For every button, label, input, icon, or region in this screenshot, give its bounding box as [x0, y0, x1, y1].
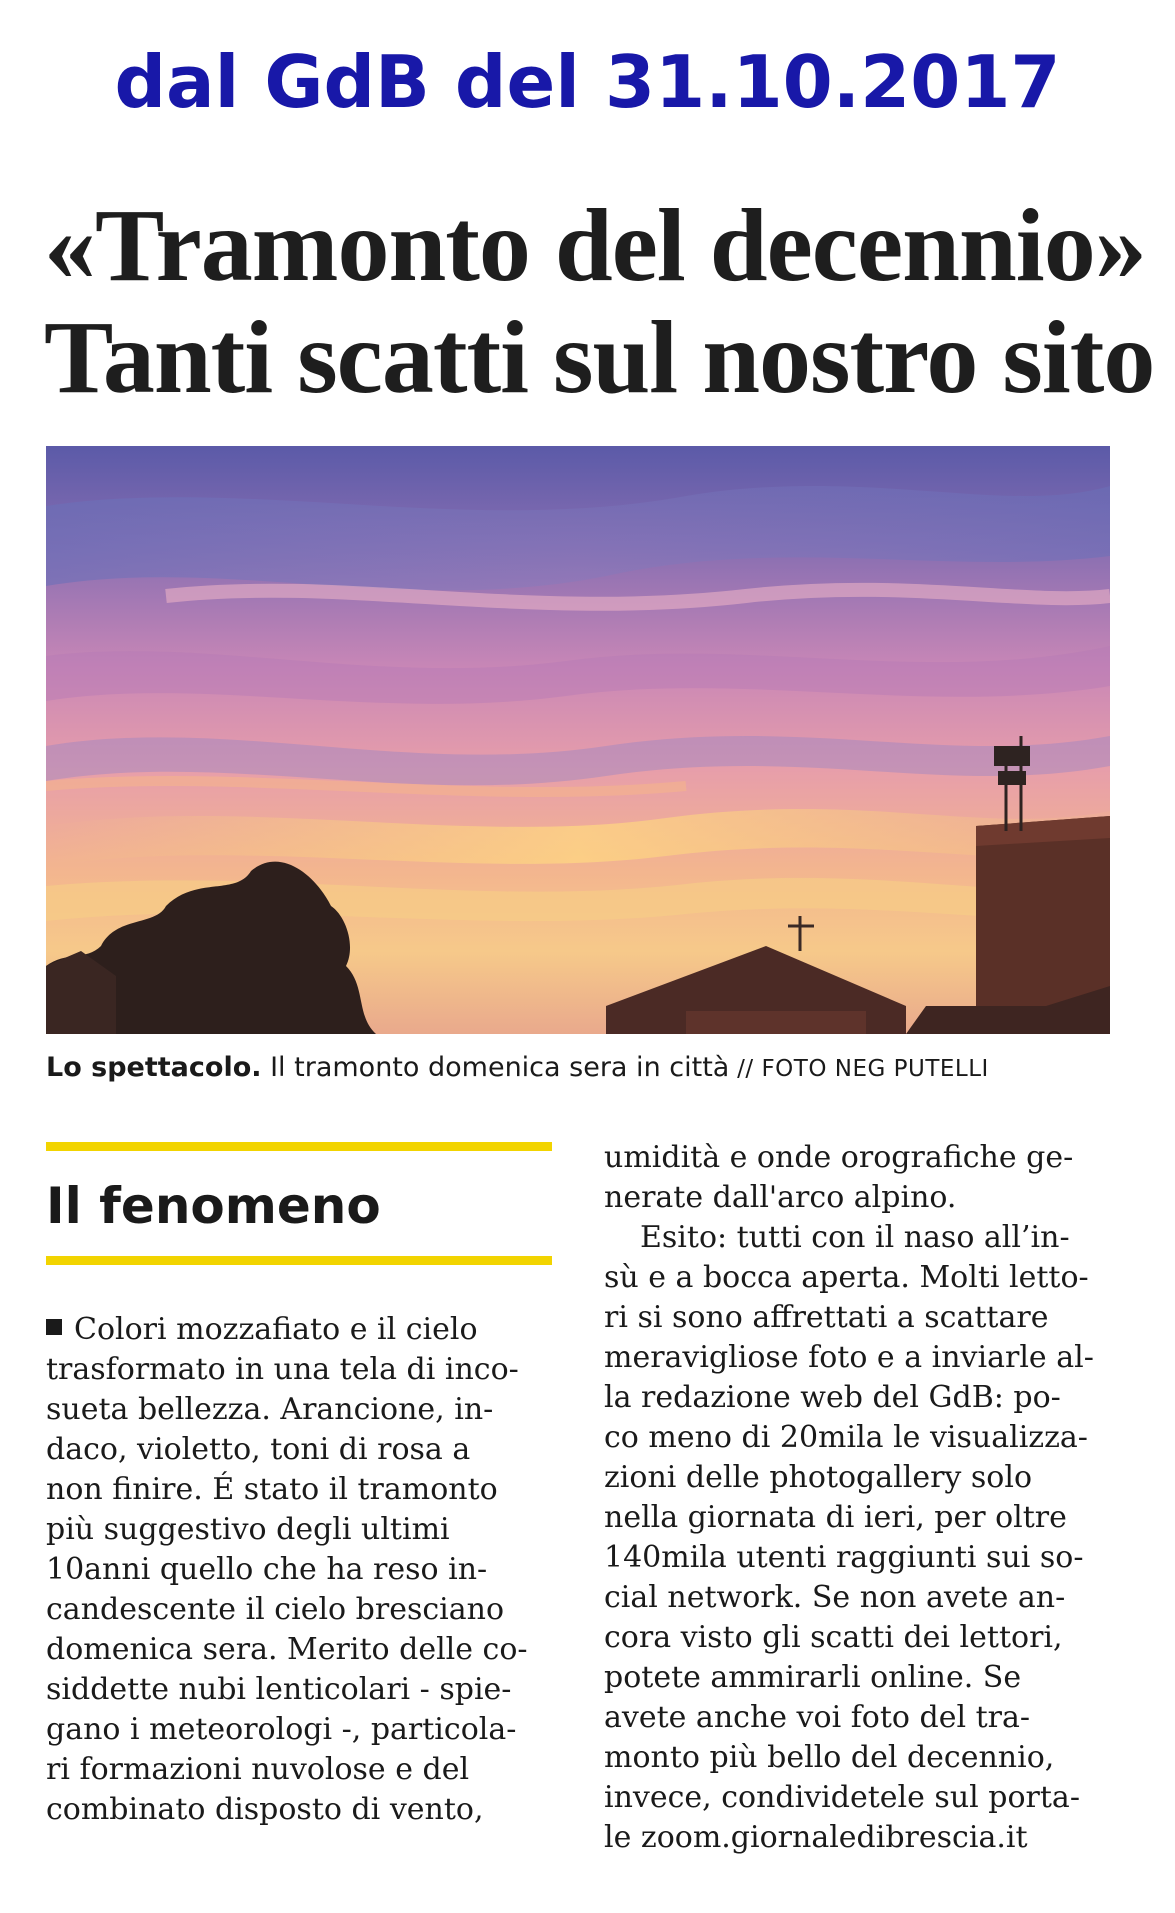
- square-bullet-icon: [46, 1319, 62, 1335]
- body-left-line: non finire. É stato il tramonto: [46, 1472, 498, 1507]
- body-left-line: candescente il cielo bresciano: [46, 1592, 505, 1627]
- body-right-line: sù e a bocca aperta. Molti letto-: [604, 1260, 1089, 1295]
- body-right-line: umidità e onde orografiche ge-: [604, 1140, 1074, 1175]
- body-right-line: invece, condividetele sul porta-: [604, 1780, 1080, 1815]
- caption-credit: // FOTO NEG PUTELLI: [729, 1056, 989, 1082]
- body-column-left: [46, 1310, 554, 1830]
- headline-line-2: Tanti scatti sul nostro sito: [44, 300, 1155, 415]
- caption-lead: Lo spettacolo.: [46, 1052, 262, 1083]
- sunset-photo-illustration: [46, 446, 1110, 1034]
- body-right-line: 140mila utenti raggiunti sui so-: [604, 1540, 1084, 1575]
- body-right-line: Esito: tutti con il naso all’in-: [640, 1220, 1070, 1255]
- body-right-line: le zoom.giornaledibrescia.it: [604, 1820, 1028, 1855]
- section-rule-bottom: [46, 1256, 552, 1265]
- sunset-photo: [46, 446, 1110, 1034]
- caption-text: Il tramonto domenica sera in città: [261, 1052, 730, 1083]
- body-left-line: daco, violetto, toni di rosa a: [46, 1432, 471, 1467]
- headline-line-1: «Tramonto del decennio»: [44, 188, 1146, 303]
- body-right-line: cial network. Se non avete an-: [604, 1580, 1066, 1615]
- body-left-line: Colori mozzafiato e il cielo: [46, 1310, 554, 1350]
- body-right-line: nerate dall'arco alpino.: [604, 1180, 957, 1215]
- photo-caption: [46, 1050, 1126, 1087]
- source-header: dal GdB del 31.10.2017: [114, 40, 1061, 124]
- body-right-line: meravigliose foto e a inviarle al-: [604, 1340, 1094, 1375]
- body-left-line: gano i meteorologi -, particola-: [46, 1712, 517, 1747]
- body-left-line: trasformato in una tela di inco-: [46, 1352, 519, 1387]
- section-label: Il fenomeno: [46, 1177, 381, 1235]
- body-left-line: più suggestivo degli ultimi: [46, 1512, 450, 1547]
- body-right-line: avete anche voi foto del tra-: [604, 1700, 1031, 1735]
- body-right-line: zioni delle photogallery solo: [604, 1460, 1033, 1495]
- body-right-line: cora visto gli scatti dei lettori,: [604, 1620, 1063, 1655]
- body-right-line: potete ammirarli online. Se: [604, 1660, 1022, 1695]
- body-right-line: nella giornata di ieri, per oltre: [604, 1500, 1067, 1535]
- body-right-line: co meno di 20mila le visualizza-: [604, 1420, 1088, 1455]
- body-left-line: siddette nubi lenticolari - spie-: [46, 1672, 512, 1707]
- headline: [44, 188, 1155, 415]
- body-left-line: sueta bellezza. Arancione, in-: [46, 1392, 494, 1427]
- section-rule-top: [46, 1142, 552, 1151]
- body-right-line: ri si sono affrettati a scattare: [604, 1300, 1049, 1335]
- body-left-line: combinato disposto di vento,: [46, 1792, 484, 1827]
- body-right-line: la redazione web del GdB: po-: [604, 1380, 1061, 1415]
- body-left-line: domenica sera. Merito delle co-: [46, 1632, 528, 1667]
- body-left-line: 10anni quello che ha reso in-: [46, 1552, 488, 1587]
- body-right-line: monto più bello del decennio,: [604, 1740, 1055, 1775]
- body-left-line: ri formazioni nuvolose e del: [46, 1752, 470, 1787]
- body-column-right: [604, 1138, 1114, 1858]
